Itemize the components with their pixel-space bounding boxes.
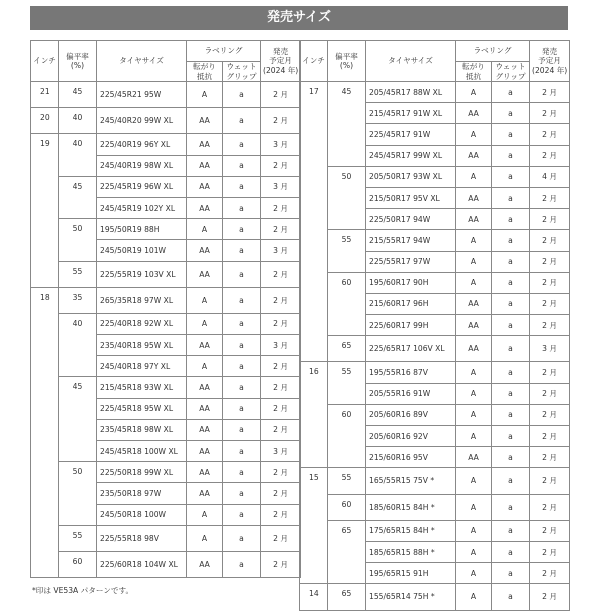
header-wet-grip: ウェット グリップ bbox=[492, 62, 530, 82]
aspect-ratio-cell: 50 bbox=[59, 219, 97, 261]
wet-grip-cell: a bbox=[223, 441, 261, 462]
tire-size-cell: 195/60R17 90H bbox=[366, 272, 456, 293]
rolling-resistance-cell: A bbox=[187, 82, 223, 108]
wet-grip-cell: a bbox=[223, 462, 261, 483]
wet-grip-cell: a bbox=[492, 230, 530, 251]
rolling-resistance-cell: AA bbox=[187, 155, 223, 176]
release-month-cell: 2 月 bbox=[530, 404, 570, 425]
wet-grip-cell: a bbox=[223, 261, 261, 287]
aspect-ratio-cell: 65 bbox=[328, 584, 366, 610]
tire-size-cell: 225/55R18 98V bbox=[97, 525, 187, 551]
tire-size-cell: 225/65R17 106V XL bbox=[366, 336, 456, 362]
inch-cell: 16 bbox=[300, 362, 328, 468]
wet-grip-cell: a bbox=[492, 272, 530, 293]
aspect-ratio-cell: 45 bbox=[59, 176, 97, 218]
release-month-cell: 2 月 bbox=[261, 483, 301, 504]
rolling-resistance-cell: A bbox=[456, 383, 492, 404]
release-month-cell: 2 月 bbox=[530, 209, 570, 230]
wet-grip-cell: a bbox=[492, 447, 530, 468]
header-aspect: 偏平率 (%) bbox=[328, 41, 366, 82]
release-month-cell: 2 月 bbox=[261, 197, 301, 218]
tire-size-cell: 245/50R18 100W bbox=[97, 504, 187, 525]
aspect-ratio-cell: 55 bbox=[59, 261, 97, 287]
aspect-ratio-cell: 50 bbox=[328, 166, 366, 230]
table-header bbox=[300, 41, 570, 82]
wet-grip-cell: a bbox=[492, 362, 530, 383]
wet-grip-cell: a bbox=[492, 404, 530, 425]
wet-grip-cell: a bbox=[223, 525, 261, 551]
table-row bbox=[31, 551, 301, 577]
rolling-resistance-cell: A bbox=[456, 82, 492, 103]
tire-size-cell: 215/45R17 91W XL bbox=[366, 103, 456, 124]
wet-grip-cell: a bbox=[492, 383, 530, 404]
rolling-resistance-cell: A bbox=[456, 124, 492, 145]
release-month-cell: 3 月 bbox=[261, 134, 301, 155]
wet-grip-cell: a bbox=[492, 563, 530, 584]
rolling-resistance-cell: AA bbox=[187, 134, 223, 155]
wet-grip-cell: a bbox=[492, 494, 530, 520]
rolling-resistance-cell: A bbox=[456, 166, 492, 187]
rolling-resistance-cell: AA bbox=[456, 145, 492, 166]
header-labeling: ラベリング bbox=[187, 41, 261, 62]
aspect-ratio-cell: 60 bbox=[328, 494, 366, 520]
tire-size-cell: 225/55R17 97W bbox=[366, 251, 456, 272]
rolling-resistance-cell: A bbox=[456, 404, 492, 425]
rolling-resistance-cell: AA bbox=[187, 108, 223, 134]
wet-grip-cell: a bbox=[492, 166, 530, 187]
header-size: タイヤサイズ bbox=[366, 41, 456, 82]
aspect-ratio-cell: 65 bbox=[328, 520, 366, 584]
inch-cell: 19 bbox=[31, 134, 59, 287]
release-month-cell: 2 月 bbox=[261, 419, 301, 440]
rolling-resistance-cell: A bbox=[456, 541, 492, 562]
rolling-resistance-cell: AA bbox=[456, 447, 492, 468]
rolling-resistance-cell: AA bbox=[187, 240, 223, 261]
aspect-ratio-cell: 40 bbox=[59, 108, 97, 134]
tire-size-cell: 205/55R16 91W bbox=[366, 383, 456, 404]
rolling-resistance-cell: AA bbox=[187, 462, 223, 483]
rolling-resistance-cell: AA bbox=[456, 293, 492, 314]
wet-grip-cell: a bbox=[492, 315, 530, 336]
aspect-ratio-cell: 55 bbox=[59, 525, 97, 551]
header-release: 発売 予定月 (2024 年) bbox=[530, 41, 570, 82]
table-body bbox=[300, 82, 570, 611]
tire-size-cell: 245/45R17 99W XL bbox=[366, 145, 456, 166]
wet-grip-cell: a bbox=[223, 483, 261, 504]
inch-cell: 21 bbox=[31, 82, 59, 108]
tire-size-cell: 245/50R19 101W bbox=[97, 240, 187, 261]
tire-size-cell: 235/50R18 97W bbox=[97, 483, 187, 504]
tire-size-cell: 225/50R17 94W bbox=[366, 209, 456, 230]
rolling-resistance-cell: A bbox=[187, 313, 223, 334]
release-month-cell: 4 月 bbox=[530, 166, 570, 187]
release-month-cell: 2 月 bbox=[530, 426, 570, 447]
header-inch: インチ bbox=[300, 41, 328, 82]
header-rolling-resistance: 転がり 抵抗 bbox=[187, 62, 223, 82]
table-row bbox=[300, 584, 570, 610]
release-month-cell: 2 月 bbox=[530, 584, 570, 610]
rolling-resistance-cell: AA bbox=[456, 315, 492, 336]
tire-size-cell: 215/50R17 95V XL bbox=[366, 187, 456, 208]
release-month-cell: 2 月 bbox=[530, 251, 570, 272]
tire-size-cell: 225/55R19 103V XL bbox=[97, 261, 187, 287]
tire-size-cell: 225/50R18 99W XL bbox=[97, 462, 187, 483]
table-row bbox=[31, 108, 301, 134]
wet-grip-cell: a bbox=[492, 187, 530, 208]
wet-grip-cell: a bbox=[223, 419, 261, 440]
wet-grip-cell: a bbox=[492, 520, 530, 541]
rolling-resistance-cell: A bbox=[187, 219, 223, 240]
rolling-resistance-cell: A bbox=[456, 251, 492, 272]
rolling-resistance-cell: AA bbox=[187, 335, 223, 356]
page-title: 発売サイズ bbox=[30, 6, 568, 30]
release-month-cell: 3 月 bbox=[261, 240, 301, 261]
table-row bbox=[300, 520, 570, 541]
wet-grip-cell: a bbox=[492, 336, 530, 362]
rolling-resistance-cell: A bbox=[187, 525, 223, 551]
table-row bbox=[300, 82, 570, 103]
wet-grip-cell: a bbox=[492, 209, 530, 230]
release-month-cell: 2 月 bbox=[530, 468, 570, 494]
wet-grip-cell: a bbox=[223, 335, 261, 356]
rolling-resistance-cell: AA bbox=[187, 197, 223, 218]
table-row bbox=[31, 313, 301, 334]
tire-size-cell: 225/45R18 95W XL bbox=[97, 398, 187, 419]
tire-size-cell: 235/40R18 95W XL bbox=[97, 335, 187, 356]
release-month-cell: 3 月 bbox=[261, 176, 301, 197]
tire-size-table-right bbox=[299, 40, 570, 611]
inch-cell: 18 bbox=[31, 287, 59, 577]
tire-size-cell: 215/45R18 93W XL bbox=[97, 377, 187, 398]
release-month-cell: 3 月 bbox=[261, 441, 301, 462]
release-month-cell: 2 月 bbox=[261, 462, 301, 483]
aspect-ratio-cell: 60 bbox=[328, 272, 366, 336]
aspect-ratio-cell: 40 bbox=[59, 313, 97, 377]
table-body bbox=[31, 82, 301, 578]
wet-grip-cell: a bbox=[492, 251, 530, 272]
rolling-resistance-cell: A bbox=[456, 426, 492, 447]
tire-size-cell: 195/55R16 87V bbox=[366, 362, 456, 383]
wet-grip-cell: a bbox=[223, 504, 261, 525]
header-wet-grip: ウェット グリップ bbox=[223, 62, 261, 82]
tire-size-cell: 205/50R17 93W XL bbox=[366, 166, 456, 187]
wet-grip-cell: a bbox=[223, 108, 261, 134]
release-month-cell: 2 月 bbox=[530, 383, 570, 404]
tire-size-cell: 225/45R21 95W bbox=[97, 82, 187, 108]
table-row bbox=[300, 468, 570, 494]
rolling-resistance-cell: A bbox=[187, 504, 223, 525]
rolling-resistance-cell: A bbox=[456, 563, 492, 584]
table-row bbox=[300, 404, 570, 425]
release-month-cell: 2 月 bbox=[261, 261, 301, 287]
table-row bbox=[31, 462, 301, 483]
release-month-cell: 2 月 bbox=[530, 187, 570, 208]
tire-size-cell: 215/60R16 95V bbox=[366, 447, 456, 468]
release-month-cell: 2 月 bbox=[261, 287, 301, 313]
rolling-resistance-cell: A bbox=[456, 272, 492, 293]
rolling-resistance-cell: A bbox=[456, 584, 492, 610]
release-month-cell: 2 月 bbox=[530, 124, 570, 145]
aspect-ratio-cell: 55 bbox=[328, 362, 366, 404]
wet-grip-cell: a bbox=[223, 356, 261, 377]
release-month-cell: 2 月 bbox=[261, 108, 301, 134]
header-size: タイヤサイズ bbox=[97, 41, 187, 82]
header-release: 発売 予定月 (2024 年) bbox=[261, 41, 301, 82]
release-month-cell: 2 月 bbox=[530, 103, 570, 124]
rolling-resistance-cell: AA bbox=[187, 551, 223, 577]
tire-size-cell: 185/65R15 88H * bbox=[366, 541, 456, 562]
aspect-ratio-cell: 65 bbox=[328, 336, 366, 362]
release-month-cell: 2 月 bbox=[530, 315, 570, 336]
header-labeling: ラベリング bbox=[456, 41, 530, 62]
wet-grip-cell: a bbox=[223, 219, 261, 240]
wet-grip-cell: a bbox=[223, 377, 261, 398]
wet-grip-cell: a bbox=[223, 155, 261, 176]
rolling-resistance-cell: AA bbox=[456, 187, 492, 208]
tire-size-cell: 195/50R19 88H bbox=[97, 219, 187, 240]
header-inch: インチ bbox=[31, 41, 59, 82]
tire-size-cell: 235/45R18 98W XL bbox=[97, 419, 187, 440]
rolling-resistance-cell: A bbox=[456, 230, 492, 251]
table-row bbox=[300, 336, 570, 362]
wet-grip-cell: a bbox=[223, 240, 261, 261]
release-month-cell: 2 月 bbox=[261, 525, 301, 551]
release-month-cell: 2 月 bbox=[261, 377, 301, 398]
release-month-cell: 2 月 bbox=[530, 447, 570, 468]
tire-size-cell: 215/55R17 94W bbox=[366, 230, 456, 251]
tire-size-cell: 165/55R15 75V * bbox=[366, 468, 456, 494]
release-month-cell: 3 月 bbox=[530, 336, 570, 362]
release-month-cell: 2 月 bbox=[261, 82, 301, 108]
table-row bbox=[31, 287, 301, 313]
tire-size-table-left bbox=[30, 40, 301, 578]
tire-size-cell: 245/45R18 100W XL bbox=[97, 441, 187, 462]
aspect-ratio-cell: 40 bbox=[59, 134, 97, 176]
wet-grip-cell: a bbox=[223, 82, 261, 108]
wet-grip-cell: a bbox=[223, 176, 261, 197]
release-month-cell: 2 月 bbox=[261, 551, 301, 577]
release-month-cell: 2 月 bbox=[530, 541, 570, 562]
table-row bbox=[300, 272, 570, 293]
release-month-cell: 2 月 bbox=[261, 398, 301, 419]
release-month-cell: 2 月 bbox=[530, 230, 570, 251]
table-row bbox=[300, 166, 570, 187]
rolling-resistance-cell: AA bbox=[187, 419, 223, 440]
tire-size-cell: 245/40R20 99W XL bbox=[97, 108, 187, 134]
aspect-ratio-cell: 45 bbox=[59, 377, 97, 462]
release-month-cell: 2 月 bbox=[530, 520, 570, 541]
wet-grip-cell: a bbox=[223, 287, 261, 313]
rolling-resistance-cell: AA bbox=[456, 103, 492, 124]
tire-size-cell: 215/60R17 96H bbox=[366, 293, 456, 314]
wet-grip-cell: a bbox=[492, 293, 530, 314]
tire-size-cell: 245/40R19 98W XL bbox=[97, 155, 187, 176]
table-row bbox=[31, 82, 301, 108]
wet-grip-cell: a bbox=[492, 103, 530, 124]
rolling-resistance-cell: AA bbox=[187, 176, 223, 197]
rolling-resistance-cell: AA bbox=[187, 398, 223, 419]
release-month-cell: 2 月 bbox=[261, 356, 301, 377]
wet-grip-cell: a bbox=[492, 426, 530, 447]
tire-size-cell: 225/45R19 96W XL bbox=[97, 176, 187, 197]
inch-cell: 15 bbox=[300, 468, 328, 584]
aspect-ratio-cell: 55 bbox=[328, 468, 366, 494]
header-rolling-resistance: 転がり 抵抗 bbox=[456, 62, 492, 82]
header-aspect: 偏平率 (%) bbox=[59, 41, 97, 82]
rolling-resistance-cell: A bbox=[456, 520, 492, 541]
wet-grip-cell: a bbox=[492, 541, 530, 562]
release-month-cell: 2 月 bbox=[261, 155, 301, 176]
release-month-cell: 2 月 bbox=[530, 145, 570, 166]
wet-grip-cell: a bbox=[223, 197, 261, 218]
wet-grip-cell: a bbox=[492, 124, 530, 145]
tire-size-cell: 265/35R18 97W XL bbox=[97, 287, 187, 313]
table-row bbox=[300, 362, 570, 383]
rolling-resistance-cell: AA bbox=[187, 377, 223, 398]
table-row bbox=[31, 134, 301, 155]
tire-size-cell: 225/45R17 91W bbox=[366, 124, 456, 145]
aspect-ratio-cell: 45 bbox=[328, 82, 366, 167]
release-month-cell: 2 月 bbox=[530, 362, 570, 383]
wet-grip-cell: a bbox=[223, 551, 261, 577]
release-month-cell: 2 月 bbox=[530, 563, 570, 584]
aspect-ratio-cell: 60 bbox=[328, 404, 366, 468]
tire-size-cell: 245/40R18 97Y XL bbox=[97, 356, 187, 377]
footnote: *印は VE53A パターンです。 bbox=[32, 586, 134, 595]
rolling-resistance-cell: AA bbox=[187, 441, 223, 462]
aspect-ratio-cell: 60 bbox=[59, 551, 97, 577]
aspect-ratio-cell: 55 bbox=[328, 230, 366, 272]
table-row bbox=[31, 525, 301, 551]
rolling-resistance-cell: A bbox=[456, 362, 492, 383]
tire-size-cell: 225/40R18 92W XL bbox=[97, 313, 187, 334]
table-row bbox=[300, 230, 570, 251]
tire-size-cell: 195/65R15 91H bbox=[366, 563, 456, 584]
tire-size-cell: 205/45R17 88W XL bbox=[366, 82, 456, 103]
table-row bbox=[300, 494, 570, 520]
tire-size-cell: 205/60R16 89V bbox=[366, 404, 456, 425]
table-row bbox=[31, 261, 301, 287]
aspect-ratio-cell: 45 bbox=[59, 82, 97, 108]
wet-grip-cell: a bbox=[223, 134, 261, 155]
inch-cell: 20 bbox=[31, 108, 59, 134]
inch-cell: 14 bbox=[300, 584, 328, 610]
wet-grip-cell: a bbox=[492, 468, 530, 494]
release-month-cell: 2 月 bbox=[261, 504, 301, 525]
release-month-cell: 2 月 bbox=[530, 494, 570, 520]
wet-grip-cell: a bbox=[492, 584, 530, 610]
wet-grip-cell: a bbox=[492, 145, 530, 166]
wet-grip-cell: a bbox=[492, 82, 530, 103]
aspect-ratio-cell: 50 bbox=[59, 462, 97, 526]
rolling-resistance-cell: A bbox=[187, 356, 223, 377]
release-month-cell: 2 月 bbox=[530, 82, 570, 103]
release-month-cell: 3 月 bbox=[261, 335, 301, 356]
tire-size-cell: 225/60R18 104W XL bbox=[97, 551, 187, 577]
tire-size-cell: 245/45R19 102Y XL bbox=[97, 197, 187, 218]
tire-size-cell: 155/65R14 75H * bbox=[366, 584, 456, 610]
inch-cell: 17 bbox=[300, 82, 328, 362]
table-header bbox=[31, 41, 301, 82]
tire-size-cell: 175/65R15 84H * bbox=[366, 520, 456, 541]
rolling-resistance-cell: A bbox=[456, 468, 492, 494]
tire-size-cell: 225/40R19 96Y XL bbox=[97, 134, 187, 155]
rolling-resistance-cell: AA bbox=[187, 483, 223, 504]
rolling-resistance-cell: AA bbox=[456, 209, 492, 230]
wet-grip-cell: a bbox=[223, 398, 261, 419]
release-month-cell: 2 月 bbox=[261, 313, 301, 334]
aspect-ratio-cell: 35 bbox=[59, 287, 97, 313]
rolling-resistance-cell: AA bbox=[456, 336, 492, 362]
release-month-cell: 2 月 bbox=[530, 293, 570, 314]
release-month-cell: 2 月 bbox=[261, 219, 301, 240]
tire-size-cell: 205/60R16 92V bbox=[366, 426, 456, 447]
rolling-resistance-cell: A bbox=[187, 287, 223, 313]
tire-size-cell: 185/60R15 84H * bbox=[366, 494, 456, 520]
release-month-cell: 2 月 bbox=[530, 272, 570, 293]
rolling-resistance-cell: AA bbox=[187, 261, 223, 287]
tire-size-cell: 225/60R17 99H bbox=[366, 315, 456, 336]
table-row bbox=[31, 219, 301, 240]
table-row bbox=[31, 176, 301, 197]
rolling-resistance-cell: A bbox=[456, 494, 492, 520]
wet-grip-cell: a bbox=[223, 313, 261, 334]
table-row bbox=[31, 377, 301, 398]
